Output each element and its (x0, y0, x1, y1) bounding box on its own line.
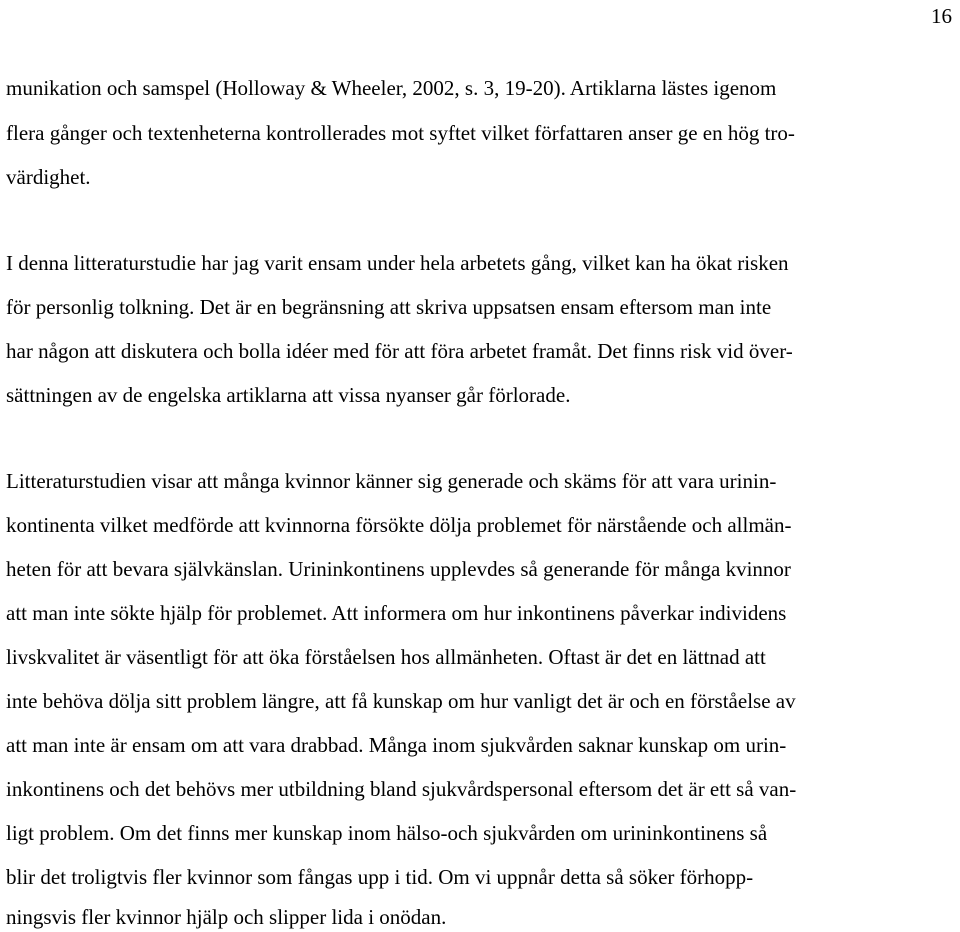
paragraph-line: ligt problem. Om det finns mer kunskap inom hälso-och sjukvården om urininkontinens så (6, 821, 768, 845)
paragraph-line: Litteraturstudien visar att många kvinnor känner sig generade och skäms för att vara urinin- (6, 469, 777, 493)
paragraph-line: munikation och samspel (Holloway & Wheeler, 2002, s. 3, 19-20). Artiklarna lästes igenom (6, 76, 777, 100)
paragraph-line: kontinenta vilket medförde att kvinnorna försökte dölja problemet för närstående och allmän- (6, 513, 792, 537)
paragraph-line: inte behöva dölja sitt problem längre, att få kunskap om hur vanligt det är och en förståelse av (6, 689, 796, 713)
paragraph-line: värdighet. (6, 165, 91, 189)
paragraph-line: flera gånger och textenheterna kontrollerades mot syftet vilket författaren anser ge en hög tro- (6, 121, 795, 145)
paragraph-line: att man inte sökte hjälp för problemet. Att informera om hur inkontinens påverkar individens (6, 601, 787, 625)
paragraph-line: för personlig tolkning. Det är en begränsning att skriva uppsatsen ensam eftersom man inte (6, 295, 772, 319)
page-number: 16 (931, 4, 952, 28)
paragraph-line: heten för att bevara självkänslan. Urininkontinens upplevdes så generande för många kvinnor (6, 557, 791, 581)
paragraph-line: sättningen av de engelska artiklarna att vissa nyanser går förlorade. (6, 383, 571, 407)
paragraph-line: ningsvis fler kvinnor hjälp och slipper lida i onödan. (6, 905, 447, 929)
paragraph-line: inkontinens och det behövs mer utbildning bland sjukvårdspersonal eftersom det är ett så van- (6, 777, 797, 801)
paragraph-line: I denna litteraturstudie har jag varit ensam under hela arbetets gång, vilket kan ha ökat risken (6, 251, 789, 275)
paragraph-line: blir det troligtvis fler kvinnor som fångas upp i tid. Om vi uppnår detta så söker förhopp- (6, 865, 754, 889)
paragraph-line: har någon att diskutera och bolla idéer med för att föra arbetet framåt. Det finns risk vid över- (6, 339, 793, 363)
paragraph-line: livskvalitet är väsentligt för att öka förståelsen hos allmänheten. Oftast är det en lättnad att (6, 645, 766, 669)
paragraph-line: att man inte är ensam om att vara drabbad. Många inom sjukvården saknar kunskap om urin- (6, 733, 787, 757)
